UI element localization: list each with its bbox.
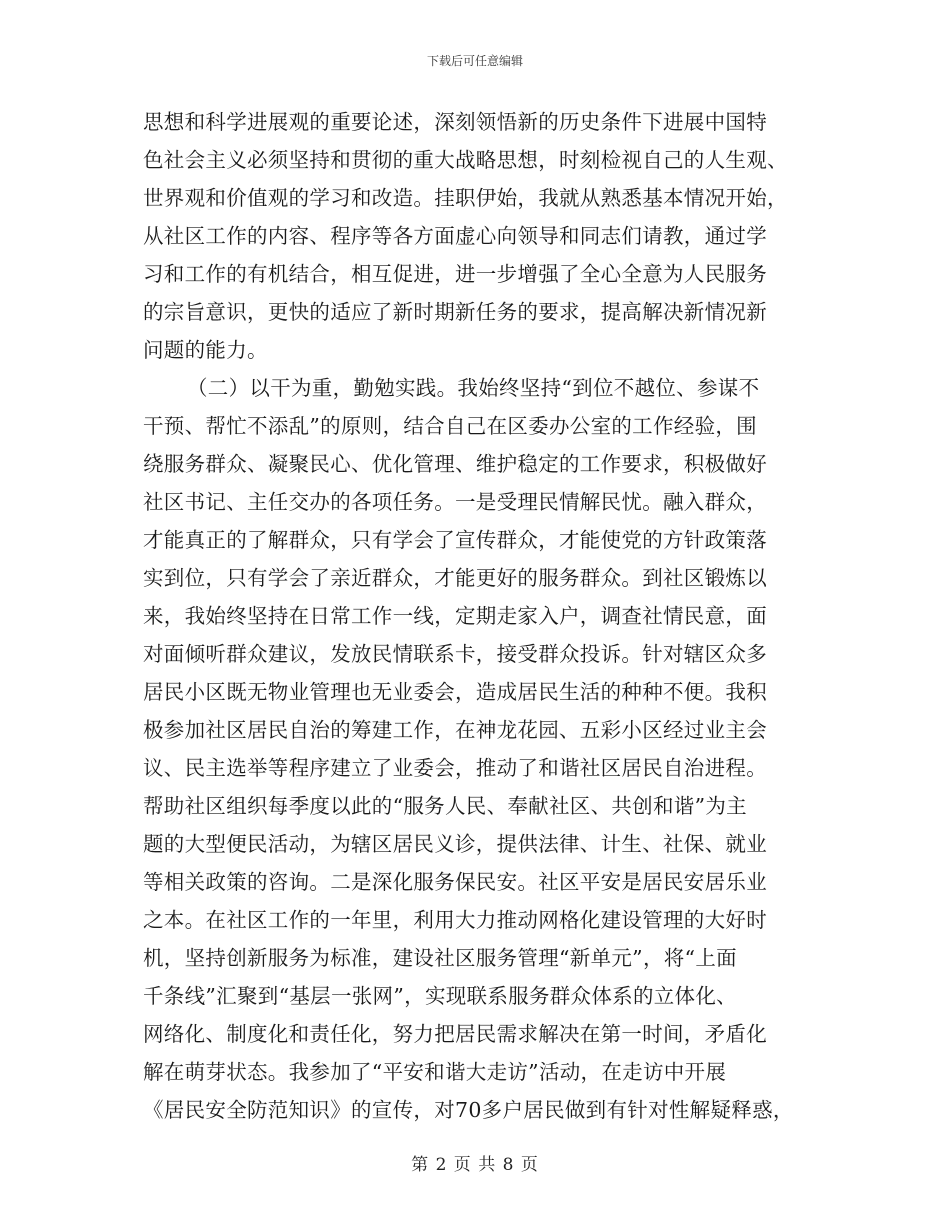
text-line: 《居民安全防范知识》的宣传，对70多户居民做到有针对性解疑释惑， <box>143 1098 794 1122</box>
text-line: 习和工作的有机结合，相互促进，进一步增强了全心全意为人民服务 <box>143 262 767 286</box>
paragraph-start-line: （二）以干为重，勤勉实践。我始终坚持“到位不越位、参谋不 <box>187 376 760 400</box>
text-line: 从社区工作的内容、程序等各方面虚心向领导和同志们请教，通过学 <box>143 224 767 248</box>
text-line: 对面倾听群众建议，发放民情联系卡，接受群众投诉。针对辖区众多 <box>143 642 767 666</box>
text-line: 机，坚持创新服务为标准，建设社区服务管理“新单元”，将“上面 <box>143 946 737 970</box>
text-line: 的宗旨意识，更快的适应了新时期新任务的要求，提高解决新情况新 <box>143 300 767 324</box>
text-line: 世界观和价值观的学习和改造。挂职伊始，我就从熟悉基本情况开始， <box>143 186 788 210</box>
text-line: 思想和科学进展观的重要论述，深刻领悟新的历史条件下进展中国特 <box>143 110 767 134</box>
text-line: 网络化、制度化和责任化，努力把居民需求解决在第一时间，矛盾化 <box>143 1022 767 1046</box>
text-line: 才能真正的了解群众，只有学会了宣传群众，才能使党的方针政策落 <box>143 528 767 552</box>
body-text <box>143 103 823 1129</box>
text-line: 千条线”汇聚到“基层一张网”，实现联系服务群众体系的立体化、 <box>143 984 737 1008</box>
text-line: 议、民主选举等程序建立了业委会，推动了和谐社区居民自治进程。 <box>143 756 767 780</box>
text-line: 极参加社区居民自治的筹建工作，在神龙花园、五彩小区经过业主会 <box>143 718 767 742</box>
text-line: 来，我始终坚持在日常工作一线，定期走家入户，调查社情民意，面 <box>143 604 767 628</box>
text-line: 之本。在社区工作的一年里，利用大力推动网格化建设管理的大好时 <box>143 908 767 932</box>
text-line: 绕服务群众、凝聚民心、优化管理、维护稳定的工作要求，积极做好 <box>143 452 767 476</box>
text-line: 居民小区既无物业管理也无业委会，造成居民生活的种种不便。我积 <box>143 680 767 704</box>
text-line: 色社会主义必须坚持和贯彻的重大战略思想，时刻检视自己的人生观、 <box>143 148 788 172</box>
text-line: 题的大型便民活动，为辖区居民义诊，提供法律、计生、社保、就业 <box>143 832 767 856</box>
text-line: 问题的能力。 <box>143 338 268 362</box>
text-line: 干预、帮忙不添乱”的原则，结合自己在区委办公室的工作经验，围 <box>143 414 757 438</box>
text-line: 解在萌芽状态。我参加了“平安和谐大走访”活动，在走访中开展 <box>143 1060 727 1084</box>
text-line: 帮助社区组织每季度以此的“服务人民、奉献社区、共创和谐”为主 <box>143 794 747 818</box>
page-footer: 第 2 页 共 8 页 <box>411 1155 539 1175</box>
page-header: 下载后可任意编辑 <box>426 54 523 68</box>
text-line: 等相关政策的咨询。二是深化服务保民安。社区平安是居民安居乐业 <box>143 870 767 894</box>
text-line: 社区书记、主任交办的各项任务。一是受理民情解民忧。融入群众， <box>143 490 767 514</box>
text-line: 实到位，只有学会了亲近群众，才能更好的服务群众。到社区锻炼以 <box>143 566 767 590</box>
